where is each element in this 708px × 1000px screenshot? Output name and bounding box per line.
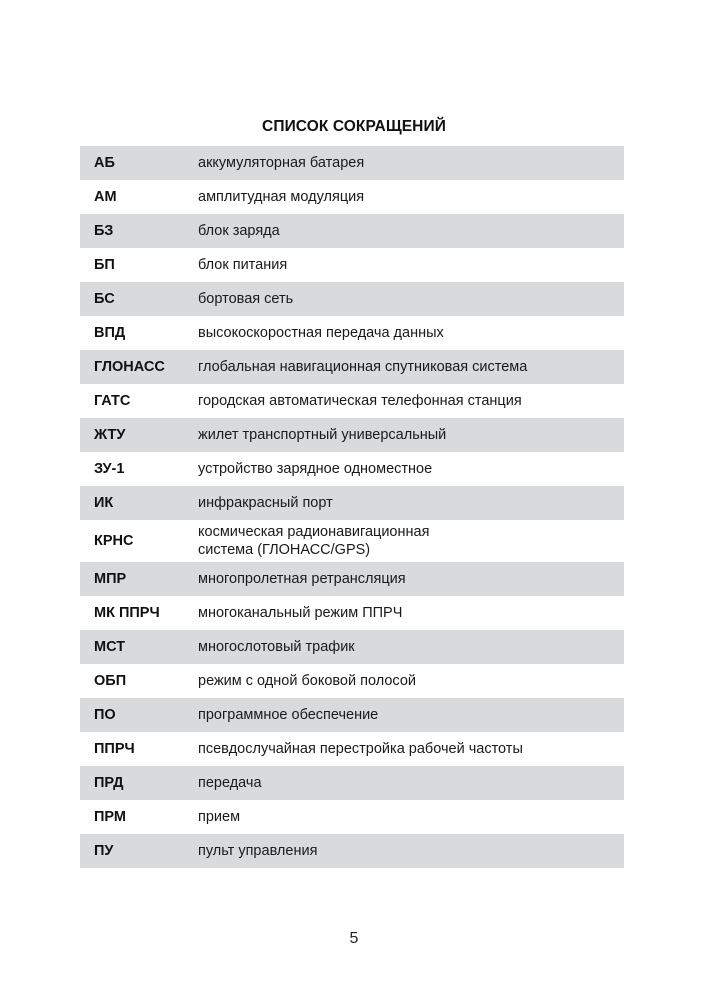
table-row [80, 800, 624, 834]
definition-cell [198, 562, 624, 596]
definition-line: блок питания [198, 257, 288, 273]
table-row [80, 732, 624, 766]
abbreviation-cell: ОБП [94, 673, 127, 689]
abbreviation-cell: МПР [94, 571, 127, 587]
definition-cell [198, 698, 624, 732]
table-row [80, 520, 624, 562]
definition-line: космическая радионавигационная [198, 524, 430, 540]
definition-line: аккумуляторная батарея [198, 155, 365, 171]
definition-line: инфракрасный порт [198, 495, 333, 511]
abbreviation-cell: ГАТС [94, 393, 131, 409]
definition-cell [198, 766, 624, 800]
abbreviations-table-body [80, 146, 624, 868]
definition-cell [198, 596, 624, 630]
definition-line: амплитудная модуляция [198, 189, 365, 205]
definition-line: многоканальный режим ППРЧ [198, 605, 403, 621]
definition-cell [198, 732, 624, 766]
abbreviation-cell: ЗУ-1 [94, 461, 125, 477]
abbreviation-cell: ГЛОНАСС [94, 359, 165, 375]
definition-line: передача [198, 775, 262, 791]
definition-line: прием [198, 809, 241, 825]
definition-cell [198, 834, 624, 868]
definition-line: устройство зарядное одноместное [198, 461, 433, 477]
abbreviations-table [80, 146, 624, 868]
definition-cell [198, 180, 624, 214]
abbreviation-cell: МСТ [94, 639, 126, 655]
table-row [80, 834, 624, 868]
definition-cell [198, 282, 624, 316]
abbreviation-cell: ПРД [94, 775, 124, 791]
abbreviation-cell: ППРЧ [94, 741, 135, 757]
table-row [80, 214, 624, 248]
definition-line: многослотовый трафик [198, 639, 355, 655]
table-row [80, 282, 624, 316]
table-row [80, 452, 624, 486]
definition-line: режим с одной боковой полосой [198, 673, 416, 689]
table-row [80, 180, 624, 214]
definition-cell [198, 486, 624, 520]
table-row [80, 248, 624, 282]
table-row [80, 486, 624, 520]
definition-cell [198, 452, 624, 486]
definition-cell [198, 418, 624, 452]
definition-cell [198, 350, 624, 384]
definition-line: пульт управления [198, 843, 318, 859]
definition-line: многопролетная ретрансляция [198, 571, 406, 587]
definition-line: блок заряда [198, 223, 280, 239]
definition-line: программное обеспечение [198, 707, 379, 723]
definition-cell [198, 520, 624, 562]
definition-cell [198, 248, 624, 282]
definition-line: жилет транспортный универсальный [198, 427, 447, 443]
abbreviation-cell: ИК [94, 495, 114, 511]
table-row [80, 664, 624, 698]
abbreviation-cell: ЖТУ [94, 427, 126, 443]
table-row [80, 562, 624, 596]
definition-line: система (ГЛОНАСС/GPS) [198, 542, 371, 558]
definition-cell [198, 384, 624, 418]
definition-cell [198, 146, 624, 180]
table-row [80, 316, 624, 350]
table-row [80, 418, 624, 452]
definition-cell [198, 800, 624, 834]
table-row [80, 146, 624, 180]
table-row [80, 384, 624, 418]
abbreviation-cell: БП [94, 257, 115, 273]
abbreviation-cell: АМ [94, 189, 117, 205]
abbreviation-cell: МК ППРЧ [94, 605, 160, 621]
definition-line: глобальная навигационная спутниковая система [198, 359, 528, 375]
table-row [80, 698, 624, 732]
table-row [80, 596, 624, 630]
table-row [80, 766, 624, 800]
table-row [80, 630, 624, 664]
definition-line: городская автоматическая телефонная станция [198, 393, 522, 409]
definition-cell [198, 630, 624, 664]
definition-line: бортовая сеть [198, 291, 294, 307]
page-number: 5 [349, 930, 359, 947]
abbreviation-cell: ПРМ [94, 809, 126, 825]
abbreviation-cell: АБ [94, 155, 115, 171]
definition-line: псевдослучайная перестройка рабочей частоты [198, 741, 523, 757]
table-row [80, 350, 624, 384]
definition-line: высокоскоростная передача данных [198, 325, 444, 341]
definition-cell [198, 214, 624, 248]
definition-cell [198, 316, 624, 350]
abbreviation-cell: БС [94, 291, 115, 307]
abbreviation-cell: ВПД [94, 325, 126, 341]
abbreviation-cell: ПУ [94, 843, 114, 859]
page-title: СПИСОК СОКРАЩЕНИЙ [262, 118, 446, 135]
abbreviation-cell: БЗ [94, 223, 114, 239]
definition-cell [198, 664, 624, 698]
abbreviation-cell: ПО [94, 707, 116, 723]
abbreviation-cell: КРНС [94, 533, 134, 549]
